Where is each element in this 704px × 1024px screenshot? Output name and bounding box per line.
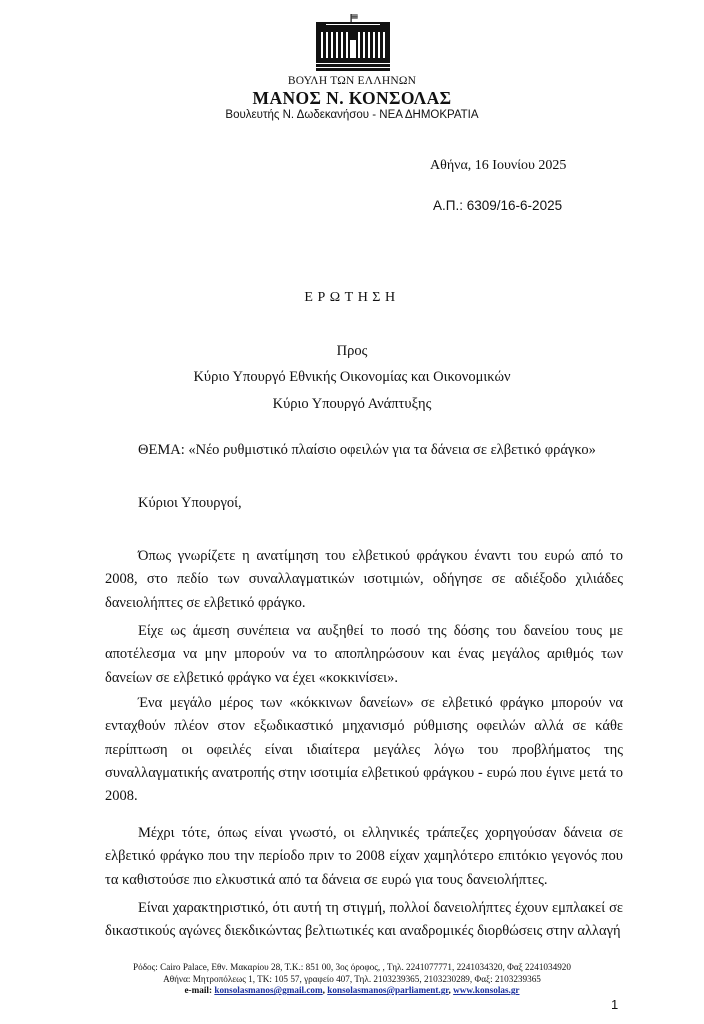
to-label: Προς: [336, 343, 368, 359]
email-label: e-mail:: [184, 985, 213, 996]
email-link-gmail[interactable]: konsolasmanos@gmail.com: [214, 985, 323, 996]
page-number: 1: [611, 997, 619, 1012]
body-paragraph: Είχε ως άμεση συνέπεια να αυξηθεί το ποσό της δόσης του δανείου τους με αποτέλεσμα να μην μπορούν να το αποπληρώσουν και ένας μεγάλος αριθμός των δανείων σε ελβετικό φράγκο να έχει «κοκκινίσει».: [105, 623, 623, 686]
recipient: Κύριο Υπουργό Ανάπτυξης: [272, 396, 432, 412]
body-paragraph: Μέχρι τότε, όπως είναι γνωστό, οι ελληνικές τράπεζες χορηγούσαν δάνεια σε ελβετικό φράγκο που την περίοδο πριν το 2008 είχαν χαμηλότερο επιτόκιο γεγονός που τα καθιστούσε πιο ελκυστικά από τα δάνεια σε ευρώ για τους δανειολήπτες.: [105, 825, 623, 888]
mp-role: Βουλευτής Ν. Δωδεκανήσου - ΝΕΑ ΔΗΜΟΚΡΑΤΙΑ: [225, 109, 479, 121]
footer-rhodes-address: Ρόδος: Cairo Palace, Εθν. Μακαρίου 28, Τ.Κ.: 851 00, 3ος όροφος, , Τηλ. 2241077771, 2241034320, Φαξ 2241034920: [133, 962, 571, 972]
subject-line: ΘΕΜΑ: «Νέο ρυθμιστικό πλαίσιο οφειλών για τα δάνεια σε ελβετικό φράγκο»: [138, 442, 596, 458]
recipient: Κύριο Υπουργό Εθνικής Οικονομίας και Οικονομικών: [193, 369, 511, 385]
document-date: Αθήνα, 16 Ιουνίου 2025: [430, 158, 567, 173]
footer-contact: [0, 985, 704, 997]
body-paragraph: Είναι χαρακτηριστικό, ότι αυτή τη στιγμή, πολλοί δανειολήπτες έχουν εμπλακεί σε δικαστικούς αγώνες διεκδικώντας βελτιωτικές και αναδρομικές διορθώσεις στην αλλαγή: [105, 900, 623, 940]
separator: ,: [448, 985, 451, 996]
body-paragraph: Ένα μεγάλο μέρος των «κόκκινων δανείων» σε ελβετικό φράγκο μπορούν να ενταχθούν πλέον στον εξωδικαστικό μηχανισμό ρύθμισης οφειλών αλλά σε κάθε περίπτωση οι οφειλές είναι ιδιαίτερα μεγάλες λόγω του προβλήματος της συναλλαγματικής ανατροπής στην ισοτιμία ελβετικού φράγκου - ευρώ που έγινε μετά το 2008.: [105, 695, 623, 805]
footer: [0, 962, 704, 997]
separator: ,: [322, 985, 325, 996]
email-link-parliament[interactable]: konsolasmanos@parliament.gr: [327, 985, 449, 996]
body-paragraph: Όπως γνωρίζετε η ανατίμηση του ελβετικού φράγκου έναντι του ευρώ από το 2008, στο πεδίο των συναλλαγματικών ισοτιμιών, οδήγησε σε αδιέξοδο χιλιάδες δανειολήπτες σε ελβετικό φράγκο.: [105, 548, 623, 611]
mp-name: ΜΑΝΟΣ Ν. ΚΟΝΣΟΛΑΣ: [252, 88, 452, 108]
parliament-name: ΒΟΥΛΗ ΤΩΝ ΕΛΛΗΝΩΝ: [287, 75, 417, 87]
website-link[interactable]: www.konsolas.gr: [453, 985, 520, 996]
salutation: Κύριοι Υπουργοί,: [138, 495, 242, 511]
parliament-building-logo-icon: [316, 14, 390, 72]
footer-athens-address: Αθήνα: Μητροπόλεως 1, ΤΚ: 105 57, γραφείο 407, Τηλ. 2103239365, 2103230289, Φαξ: 2103239365: [163, 973, 541, 984]
document-title: ΕΡΩΤΗΣΗ: [304, 290, 400, 305]
protocol-number: Α.Π.: 6309/16-6-2025: [433, 198, 563, 213]
